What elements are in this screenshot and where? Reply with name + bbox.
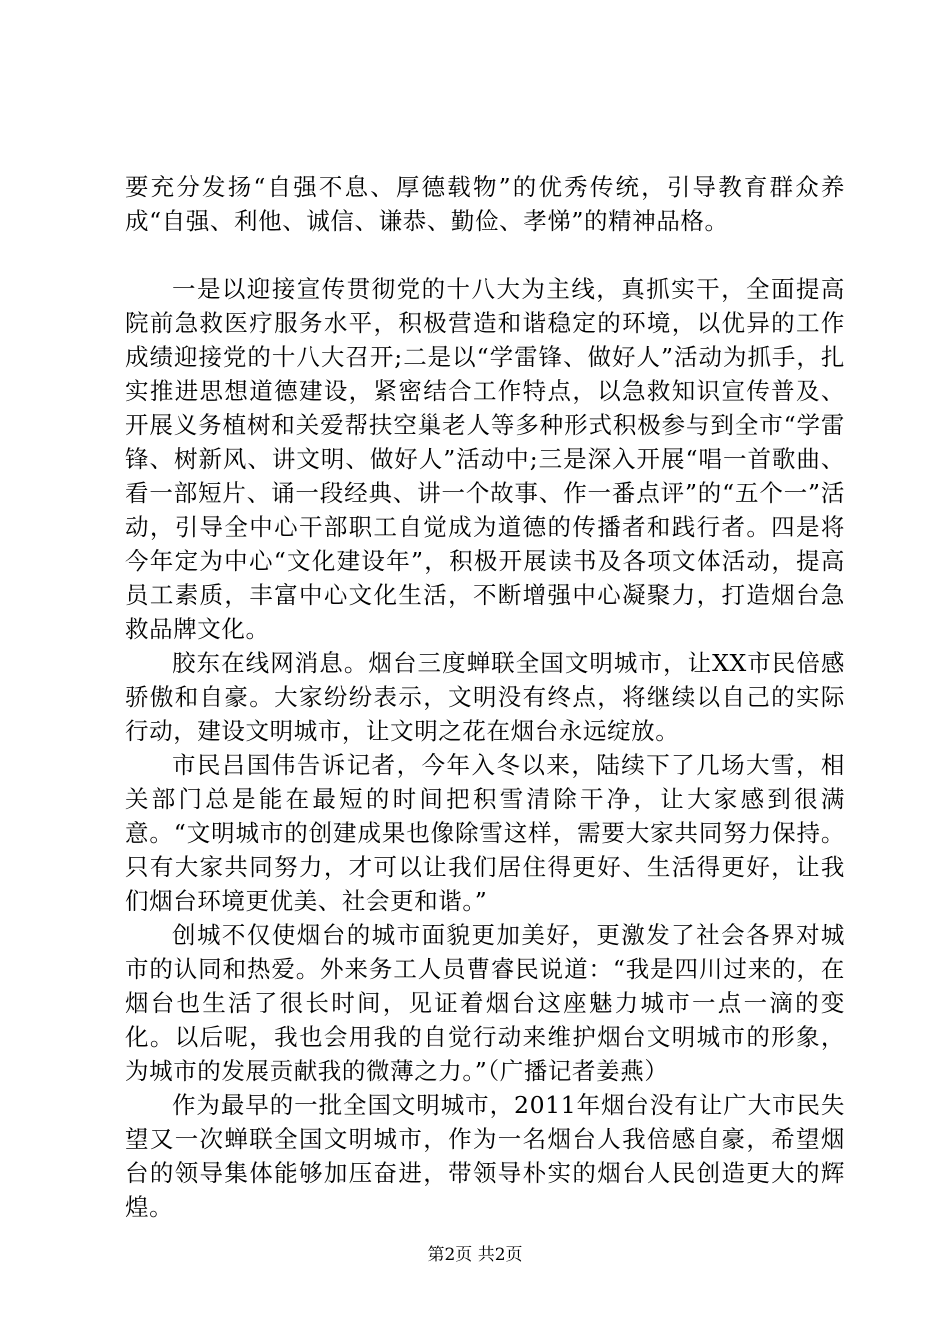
paragraph-citizen-quote: 市民吕国伟告诉记者，今年入冬以来，陆续下了几场大雪，相关部门总是能在最短的时间把积雪清除干净，让大家感到很满意。“文明城市的创建成果也像除雪这样，需要大家共同努力保持。只有大家共同努力，才可以让我们居住得更好、生活得更好，让我们烟台环境更优美、社会更和谐。”: [125, 751, 845, 915]
paragraph-intro: 要充分发扬“自强不息、厚德载物”的优秀传统，引导教育群众养成“自强、利他、诚信、谦恭、勤俭、孝悌”的精神品格。: [125, 173, 845, 235]
paragraph-gap: [125, 238, 845, 272]
paragraph-news: 胶东在线网消息。烟台三度蝉联全国文明城市，让XX市民倍感骄傲和自豪。大家纷纷表示，文明没有终点，将继续以自己的实际行动，建设文明城市，让文明之花在烟台永远绽放。: [125, 649, 845, 745]
page-number-footer: 第2页 共2页: [427, 1245, 523, 1265]
document-body: [125, 170, 845, 1224]
paragraph-measures: 一是以迎接宣传贯彻党的十八大为主线，真抓实干，全面提高院前急救医疗服务水平，积极营造和谐稳定的环境，以优异的工作成绩迎接党的十八大召开;二是以“学雷锋、做好人”活动为抓手，扎实推进思想道德建设，紧密结合工作特点，以急救知识宣传普及、开展义务植树和关爱帮扶空巢老人等多种形式积极参与到全市“学雷锋、树新风、讲文明、做好人”活动中;三是深入开展“唱一首歌曲、看一部短片、诵一段经典、讲一个故事、作一番点评”的“五个一”活动，引导全中心干部职工自觉成为道德的传播者和践行者。四是将今年定为中心“文化建设年”，积极开展读书及各项文体活动，提高员工素质，丰富中心文化生活，不断增强中心凝聚力，打造烟台急救品牌文化。: [125, 275, 845, 643]
paragraph-conclusion: 作为最早的一批全国文明城市，2011年烟台没有让广大市民失望又一次蝉联全国文明城市，作为一名烟台人我倍感自豪，希望烟台的领导集体能够加压奋进，带领导朴实的烟台人民创造更大的辉煌。: [125, 1091, 845, 1221]
paragraph-worker-quote: 创城不仅使烟台的城市面貌更加美好，更激发了社会各界对城市的认同和热爱。外来务工人员曹睿民说道：“我是四川过来的，在烟台也生活了很长时间，见证着烟台这座魅力城市一点一滴的变化。以后呢，我也会用我的自觉行动来维护烟台文明城市的形象，为城市的发展贡献我的微薄之力。”（广播记者姜燕）: [125, 921, 845, 1085]
